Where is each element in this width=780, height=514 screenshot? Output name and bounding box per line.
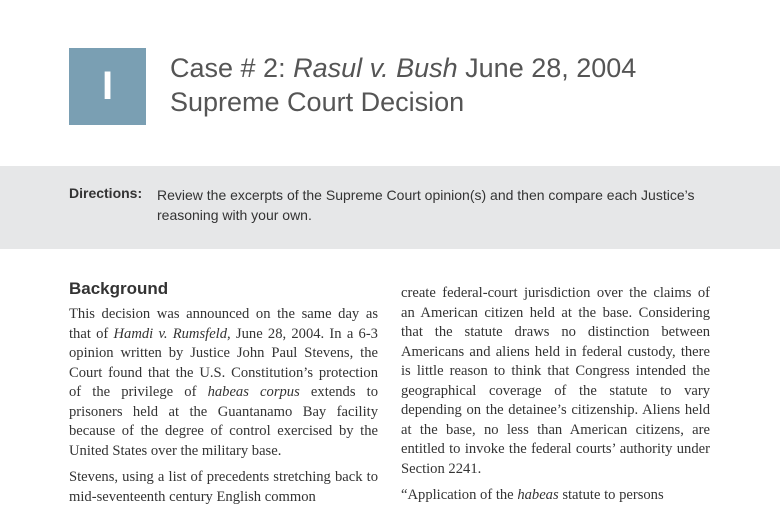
right-paragraph-2 xyxy=(401,486,710,506)
text-run: “Application of the xyxy=(401,487,518,503)
directions-text: Review the excerpts of the Supreme Court opinion(s) and then compare each Justice’s reasoning with your own. xyxy=(157,187,695,223)
background-paragraph-2: Stevens, using a list of precedents stretching back to mid-seventeenth century English common xyxy=(69,469,378,505)
case-citation: Hamdi v. Rumsfeld xyxy=(113,325,228,342)
background-paragraph-1 xyxy=(69,305,378,461)
title-date: June 28, 2004 xyxy=(457,53,637,83)
title-prefix: Case # 2: xyxy=(170,53,294,83)
text-run: This decision was announced on the same day as that of xyxy=(69,306,378,342)
chapter-badge xyxy=(69,48,146,125)
right-column xyxy=(401,284,710,513)
text-run: extends to prisoners held at the Guantanamo Bay facility because of the degree of control exercised by the United States over the military base. xyxy=(69,384,378,459)
title-case-name: Rasul v. Bush xyxy=(293,53,458,83)
page-title xyxy=(170,51,770,119)
latin-term: habeas xyxy=(517,487,559,503)
chapter-badge-label: I xyxy=(101,64,114,108)
directions-label: Directions: xyxy=(69,185,143,201)
left-column xyxy=(69,305,378,514)
background-heading: Background xyxy=(69,279,169,298)
title-line2: Supreme Court Decision xyxy=(170,87,465,117)
text-run: , June 28, 2004. In a 6-3 opinion written by Justice John Paul Stevens, the Court found that the U.S. Constitution’s protection of the privilege of xyxy=(69,325,378,400)
latin-term: habeas corpus xyxy=(207,384,300,400)
directions-box xyxy=(0,166,780,249)
text-run: statute to persons xyxy=(558,487,664,503)
right-paragraph-1: create federal-court jurisdiction over the claims of an American citizen held at the base. Considering that the statute draws no distinction between Americans and aliens held in federal custody, there is little reason to think that Congress intended the geographical coverage of the statute to vary depending on the detainee’s citizenship. Aliens held at the base, no less than American citizens, are entitled to invoke the federal courts’ authority under Section 2241. xyxy=(401,285,710,477)
